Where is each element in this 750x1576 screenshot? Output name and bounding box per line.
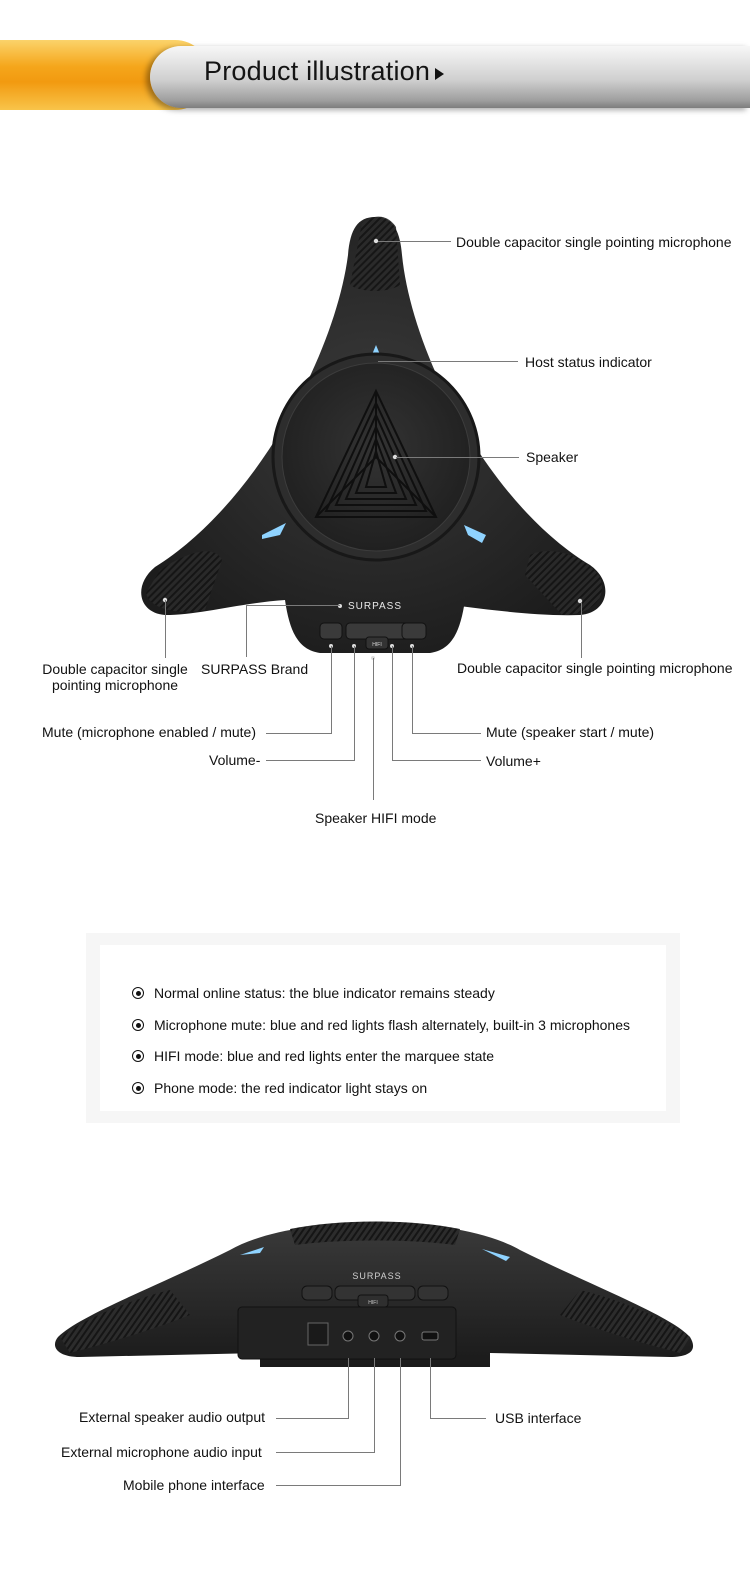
front-brand-logo: SURPASS — [352, 1271, 402, 1281]
label-host-status: Host status indicator — [525, 354, 652, 370]
mute-mic-button — [320, 623, 342, 639]
leader-line-vol-plus-h — [392, 760, 481, 761]
leader-line-phone-v — [400, 1358, 401, 1485]
front-mute-mic-button — [302, 1286, 332, 1300]
leader-line-brand-h — [246, 605, 340, 606]
leader-line-vol-minus-v — [354, 646, 355, 760]
leader-line-host-status — [378, 361, 518, 362]
label-usb-interface: USB interface — [495, 1410, 582, 1426]
page-title: Product illustration — [204, 56, 431, 86]
label-mic-top: Double capacitor single pointing microphone — [456, 234, 732, 250]
leader-line-mute-spk-v — [412, 646, 413, 733]
label-phone-interface: Mobile phone interface — [123, 1477, 265, 1493]
leader-line-usb-v — [430, 1358, 431, 1419]
status-info-box — [86, 933, 680, 1123]
leader-line-hifi — [373, 658, 374, 800]
section-header-banner — [0, 38, 750, 112]
leader-line-mic-left — [165, 600, 166, 658]
status-info-panel: Normal online status: the blue indicator remains steady Microphone mute: blue and red lights flash alternately, built-in 3 microphones HIFI mode: blue and red lights enter the marquee state Phone mode: the red indicator light stays on — [100, 945, 666, 1111]
label-brand: SURPASS Brand — [201, 661, 309, 677]
label-hifi-mode: Speaker HIFI mode — [315, 810, 437, 826]
label-volume-plus: Volume+ — [486, 753, 541, 769]
leader-line-speaker — [396, 457, 519, 458]
hifi-button-label: HIFI — [372, 642, 382, 648]
leader-line-mic-top — [378, 241, 451, 242]
leader-line-phone-h — [276, 1485, 401, 1486]
leader-line-usb-h — [430, 1418, 486, 1419]
radio-bullet-icon — [132, 987, 144, 999]
usb-port-icon — [422, 1332, 438, 1340]
leader-line-brand-v — [246, 605, 247, 657]
label-speaker: Speaker — [526, 449, 579, 465]
leader-line-mute-mic-h — [266, 733, 332, 734]
play-arrow-icon — [435, 68, 444, 80]
label-volume-minus: Volume- — [209, 752, 261, 768]
leader-line-vol-minus-h — [266, 760, 355, 761]
label-mic-left: Double capacitor single pointing microphone — [42, 661, 188, 693]
speakerphone-front-view-image — [50, 1215, 700, 1375]
label-mic-right: Double capacitor single pointing microphone — [457, 660, 733, 676]
phone-jack-icon — [395, 1331, 405, 1341]
mute-speaker-button — [402, 623, 426, 639]
radio-bullet-icon — [132, 1019, 144, 1031]
leader-line-mic-in-v — [374, 1358, 375, 1452]
device-brand-logo: SURPASS — [347, 601, 403, 612]
speakerphone-top-view-image — [130, 205, 620, 675]
radio-bullet-icon — [132, 1050, 144, 1062]
leader-line-mute-spk-h — [412, 733, 481, 734]
label-mute-speaker: Mute (speaker start / mute) — [486, 724, 655, 740]
leader-line-speaker-out-v — [348, 1358, 349, 1418]
leader-line-mic-in-h — [276, 1452, 375, 1453]
leader-line-mic-right — [581, 602, 582, 658]
leader-line-speaker-out-h — [276, 1418, 349, 1419]
mic-in-jack-icon — [369, 1331, 379, 1341]
label-speaker-output: External speaker audio output — [79, 1409, 266, 1425]
front-port-switch — [308, 1323, 328, 1345]
speaker-out-jack-icon — [343, 1331, 353, 1341]
label-mic-input: External microphone audio input — [61, 1444, 262, 1460]
leader-line-vol-plus-v — [392, 646, 393, 760]
leader-line-mute-mic-v — [331, 646, 332, 733]
radio-bullet-icon — [132, 1082, 144, 1094]
front-mute-speaker-button — [418, 1286, 448, 1300]
label-mute-mic: Mute (microphone enabled / mute) — [42, 724, 256, 740]
front-hifi-label: HIFI — [368, 1300, 378, 1306]
